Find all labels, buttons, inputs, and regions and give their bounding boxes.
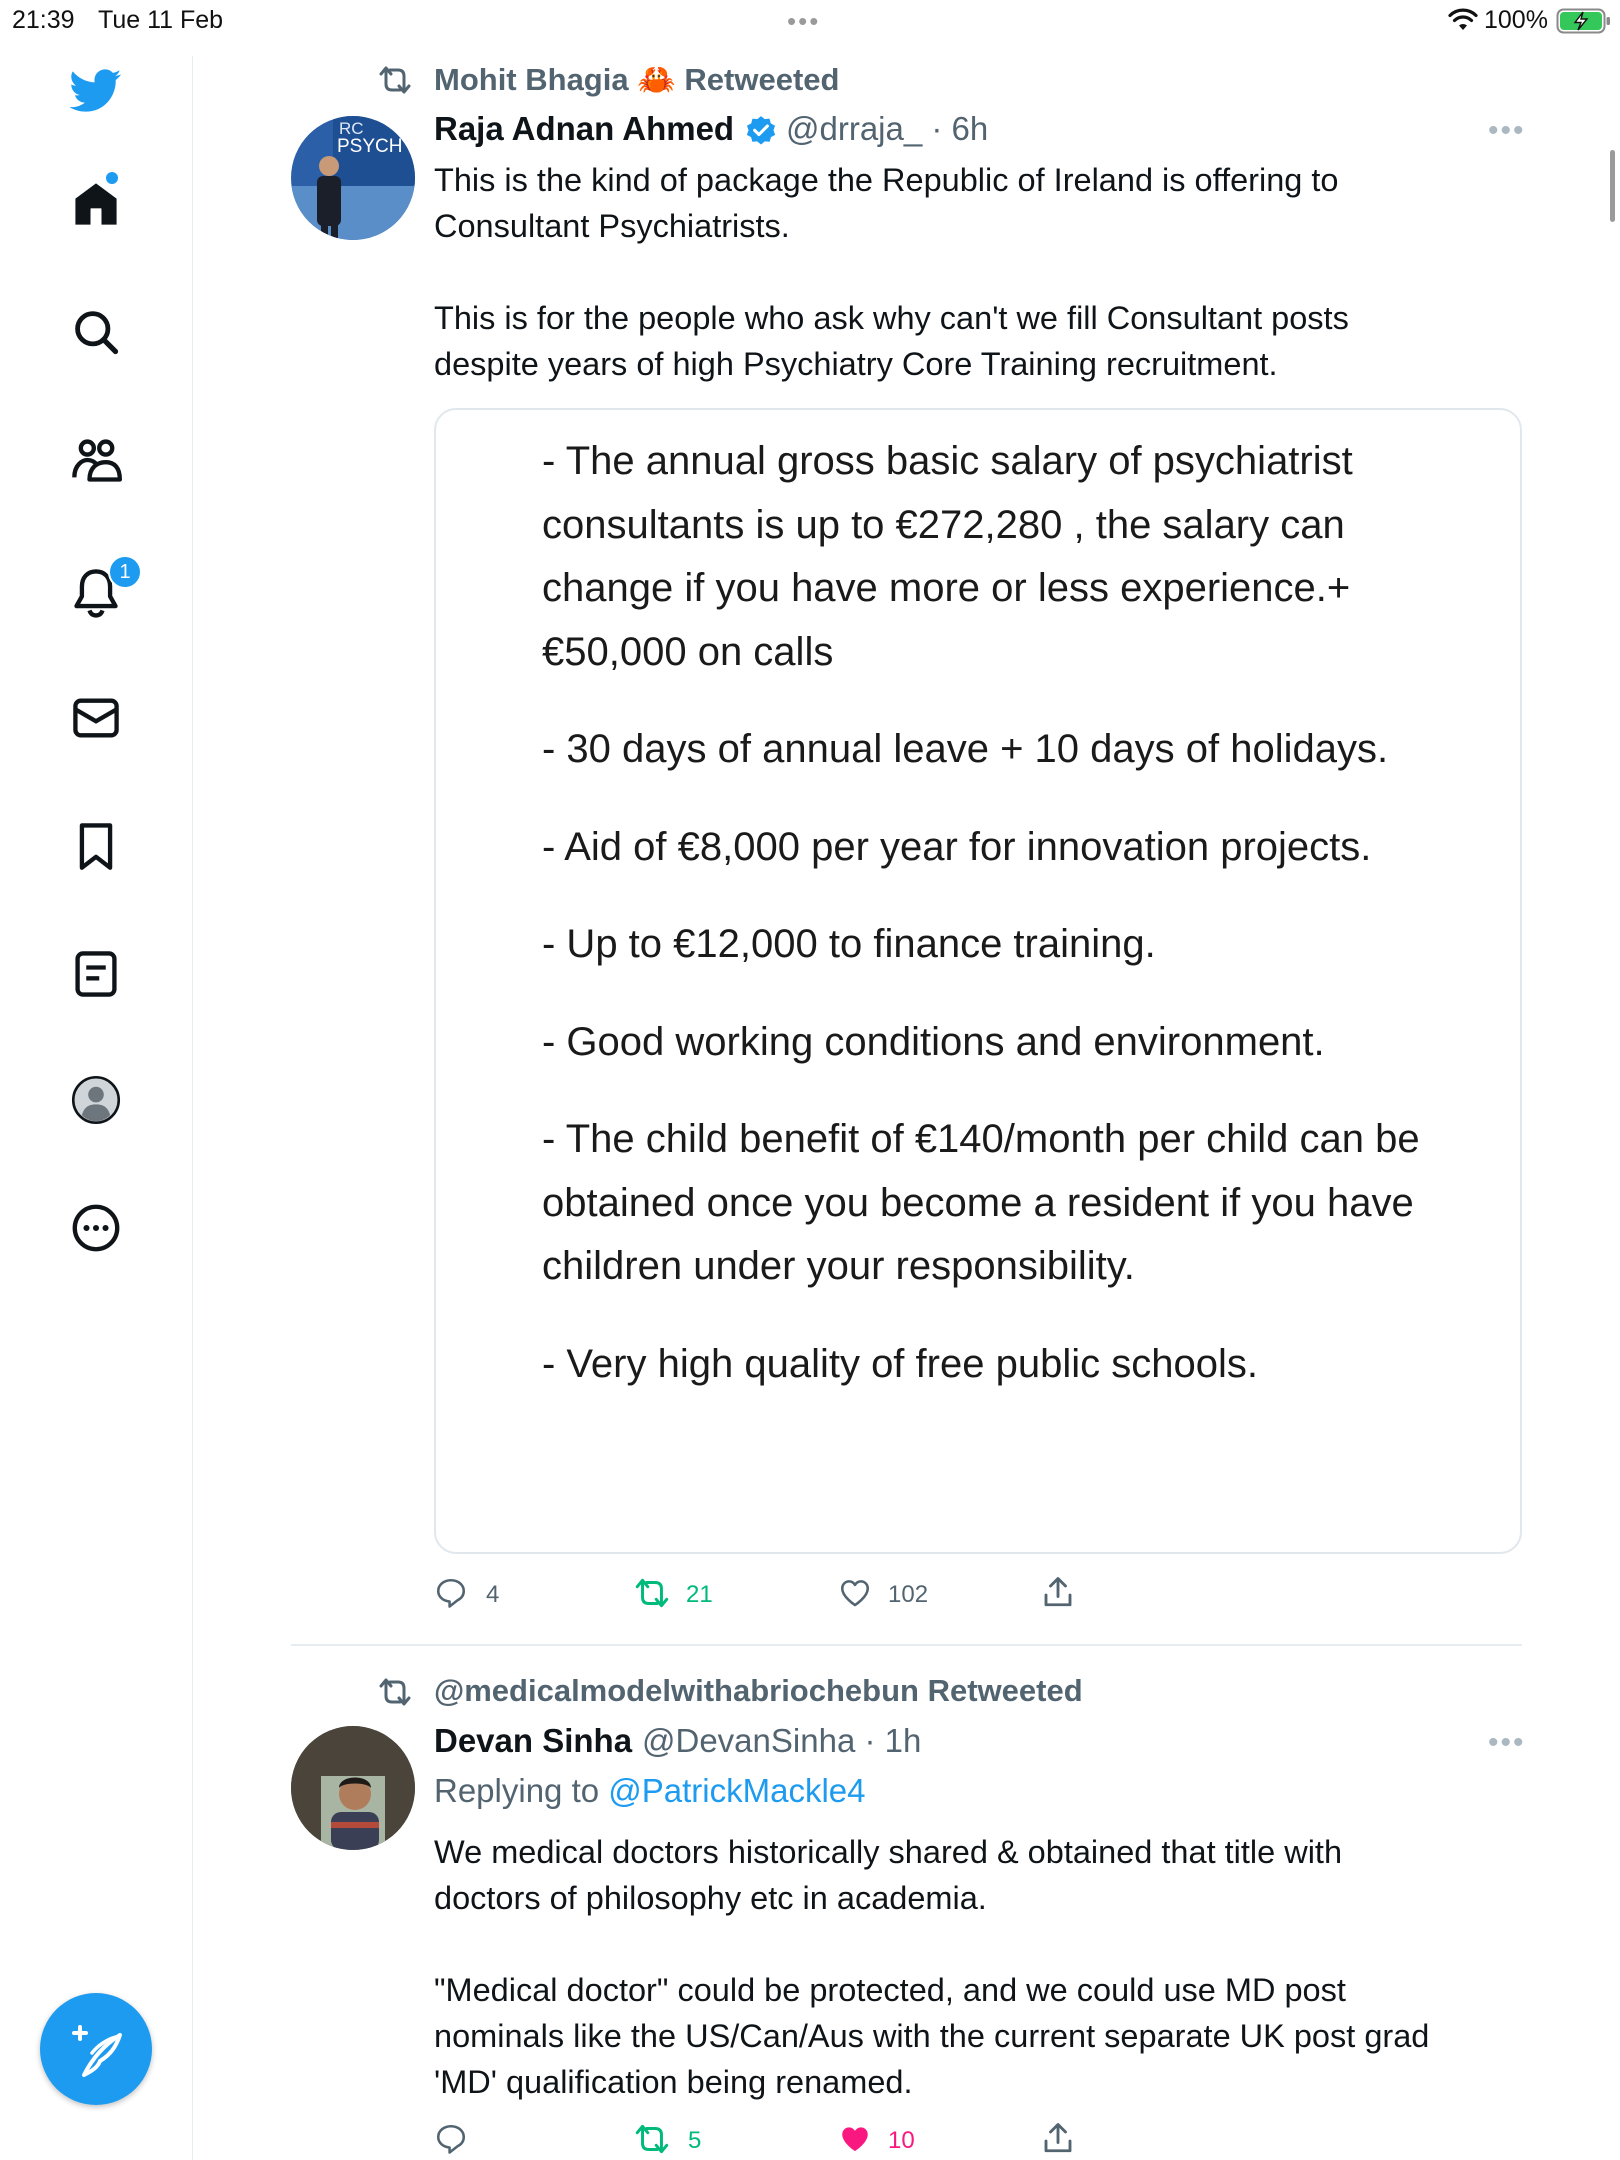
card-paragraph: - The annual gross basic salary of psychiatrist consultants is up to €272,280 , the salary can change if you have more or less experience.+ €50,000 on calls — [542, 439, 1353, 674]
tweet-text-line: This is for the people who ask why can't we fill Consultant posts — [434, 300, 1349, 336]
tweet-text-line: 'MD' qualification being renamed. — [434, 2064, 913, 2100]
replying-to — [434, 1772, 866, 1810]
card-text — [542, 430, 1482, 1430]
author-handle[interactable]: @DevanSinha · 1h — [642, 1722, 922, 1759]
battery-percent: 100% — [1484, 6, 1548, 34]
retweet-small-icon — [376, 66, 414, 94]
avatar-logo-text: RC — [339, 119, 364, 138]
compose-tweet-button[interactable] — [40, 1993, 152, 2105]
card-paragraph: - Very high quality of free public schools. — [542, 1341, 1258, 1386]
replying-to-link[interactable]: @PatrickMackle4 — [608, 1772, 866, 1809]
status-date: Tue 11 Feb — [98, 6, 224, 34]
retweet-icon[interactable] — [632, 2124, 672, 2154]
retweet-count: 21 — [686, 1581, 713, 1608]
like-icon-filled[interactable] — [837, 2122, 873, 2156]
multitasking-dots-icon[interactable]: ••• — [787, 6, 821, 36]
like-count: 102 — [888, 1581, 929, 1608]
author-handle[interactable]: @drraja_ · 6h — [786, 110, 989, 147]
avatar-image — [291, 116, 415, 240]
retweeted-by-label[interactable]: @medicalmodelwithabriochebun Retweeted — [434, 1673, 1083, 1708]
avatar-image — [291, 1726, 415, 1850]
share-icon[interactable] — [1040, 2120, 1076, 2156]
notification-badge: 1 — [108, 555, 142, 589]
search-icon[interactable] — [70, 306, 122, 358]
like-icon[interactable] — [837, 1576, 873, 1610]
tweet-text — [434, 1829, 1514, 2105]
retweet-count: 5 — [688, 2127, 702, 2154]
card-paragraph: - 30 days of annual leave + 10 days of holidays. — [542, 727, 1389, 771]
verified-badge-icon — [744, 114, 778, 148]
tweet-text-line: doctors of philosophy etc in academia. — [434, 1880, 987, 1916]
avatar[interactable] — [291, 116, 415, 240]
tweet-text-line: This is the kind of package the Republic of Ireland is offering to — [434, 162, 1339, 198]
messages-icon[interactable] — [70, 692, 122, 744]
card-paragraph: - Up to €12,000 to finance training. — [542, 922, 1156, 966]
tweet-text — [434, 157, 1434, 387]
scrollbar[interactable] — [1610, 150, 1615, 222]
wifi-icon — [1448, 8, 1478, 32]
status-time: 21:39 — [12, 6, 75, 34]
compose-feather-icon — [40, 1993, 152, 2105]
sidebar-divider — [192, 56, 193, 2160]
retweet-small-icon — [376, 1678, 414, 1706]
author-name[interactable]: Raja Adnan Ahmed — [434, 110, 735, 147]
home-new-dot — [106, 172, 118, 184]
more-icon[interactable] — [70, 1202, 122, 1254]
share-icon[interactable] — [1040, 1574, 1076, 1610]
communities-icon[interactable] — [70, 434, 122, 486]
reply-count: 4 — [486, 1581, 500, 1608]
tweet-divider — [291, 1644, 1522, 1646]
avatar[interactable] — [291, 1726, 415, 1850]
home-icon[interactable] — [70, 178, 122, 230]
tweet-text-line: "Medical doctor" could be protected, and we could use MD post — [434, 1972, 1346, 2008]
lists-icon[interactable] — [70, 948, 122, 1000]
reply-icon[interactable] — [433, 1576, 469, 1610]
tweet-more-icon[interactable]: ••• — [1488, 114, 1526, 147]
author-name[interactable]: Devan Sinha — [434, 1722, 633, 1759]
tweet-text-line: Consultant Psychiatrists. — [434, 208, 790, 244]
card-paragraph: - Good working conditions and environment. — [542, 1019, 1325, 1064]
retweet-icon[interactable] — [632, 1578, 672, 1608]
svg-text:PSYCH: PSYCH — [337, 136, 403, 157]
twitter-logo-icon[interactable] — [70, 64, 122, 116]
battery-charging-icon — [1556, 8, 1612, 34]
like-count: 10 — [888, 2127, 915, 2154]
tweet-image-card[interactable] — [434, 408, 1522, 1554]
profile-icon[interactable] — [70, 1074, 122, 1126]
bookmarks-icon[interactable] — [70, 820, 122, 872]
tweet-more-icon[interactable]: ••• — [1488, 1726, 1526, 1759]
retweeted-by-label[interactable]: Mohit Bhagia 🦀 Retweeted — [434, 62, 840, 97]
replying-to-prefix: Replying to — [434, 1772, 609, 1809]
tweet-text-line: nominals like the US/Can/Aus with the current separate UK post grad — [434, 2018, 1430, 2054]
card-paragraph: - The child benefit of €140/month per child can be obtained once you become a resident if you have children under your responsibility. — [542, 1117, 1420, 1288]
tweet-text-line: We medical doctors historically shared & obtained that title with — [434, 1834, 1343, 1870]
reply-icon[interactable] — [433, 2122, 469, 2156]
tweet-text-line: despite years of high Psychiatry Core Training recruitment. — [434, 346, 1278, 382]
card-paragraph: - Aid of €8,000 per year for innovation projects. — [542, 824, 1372, 869]
